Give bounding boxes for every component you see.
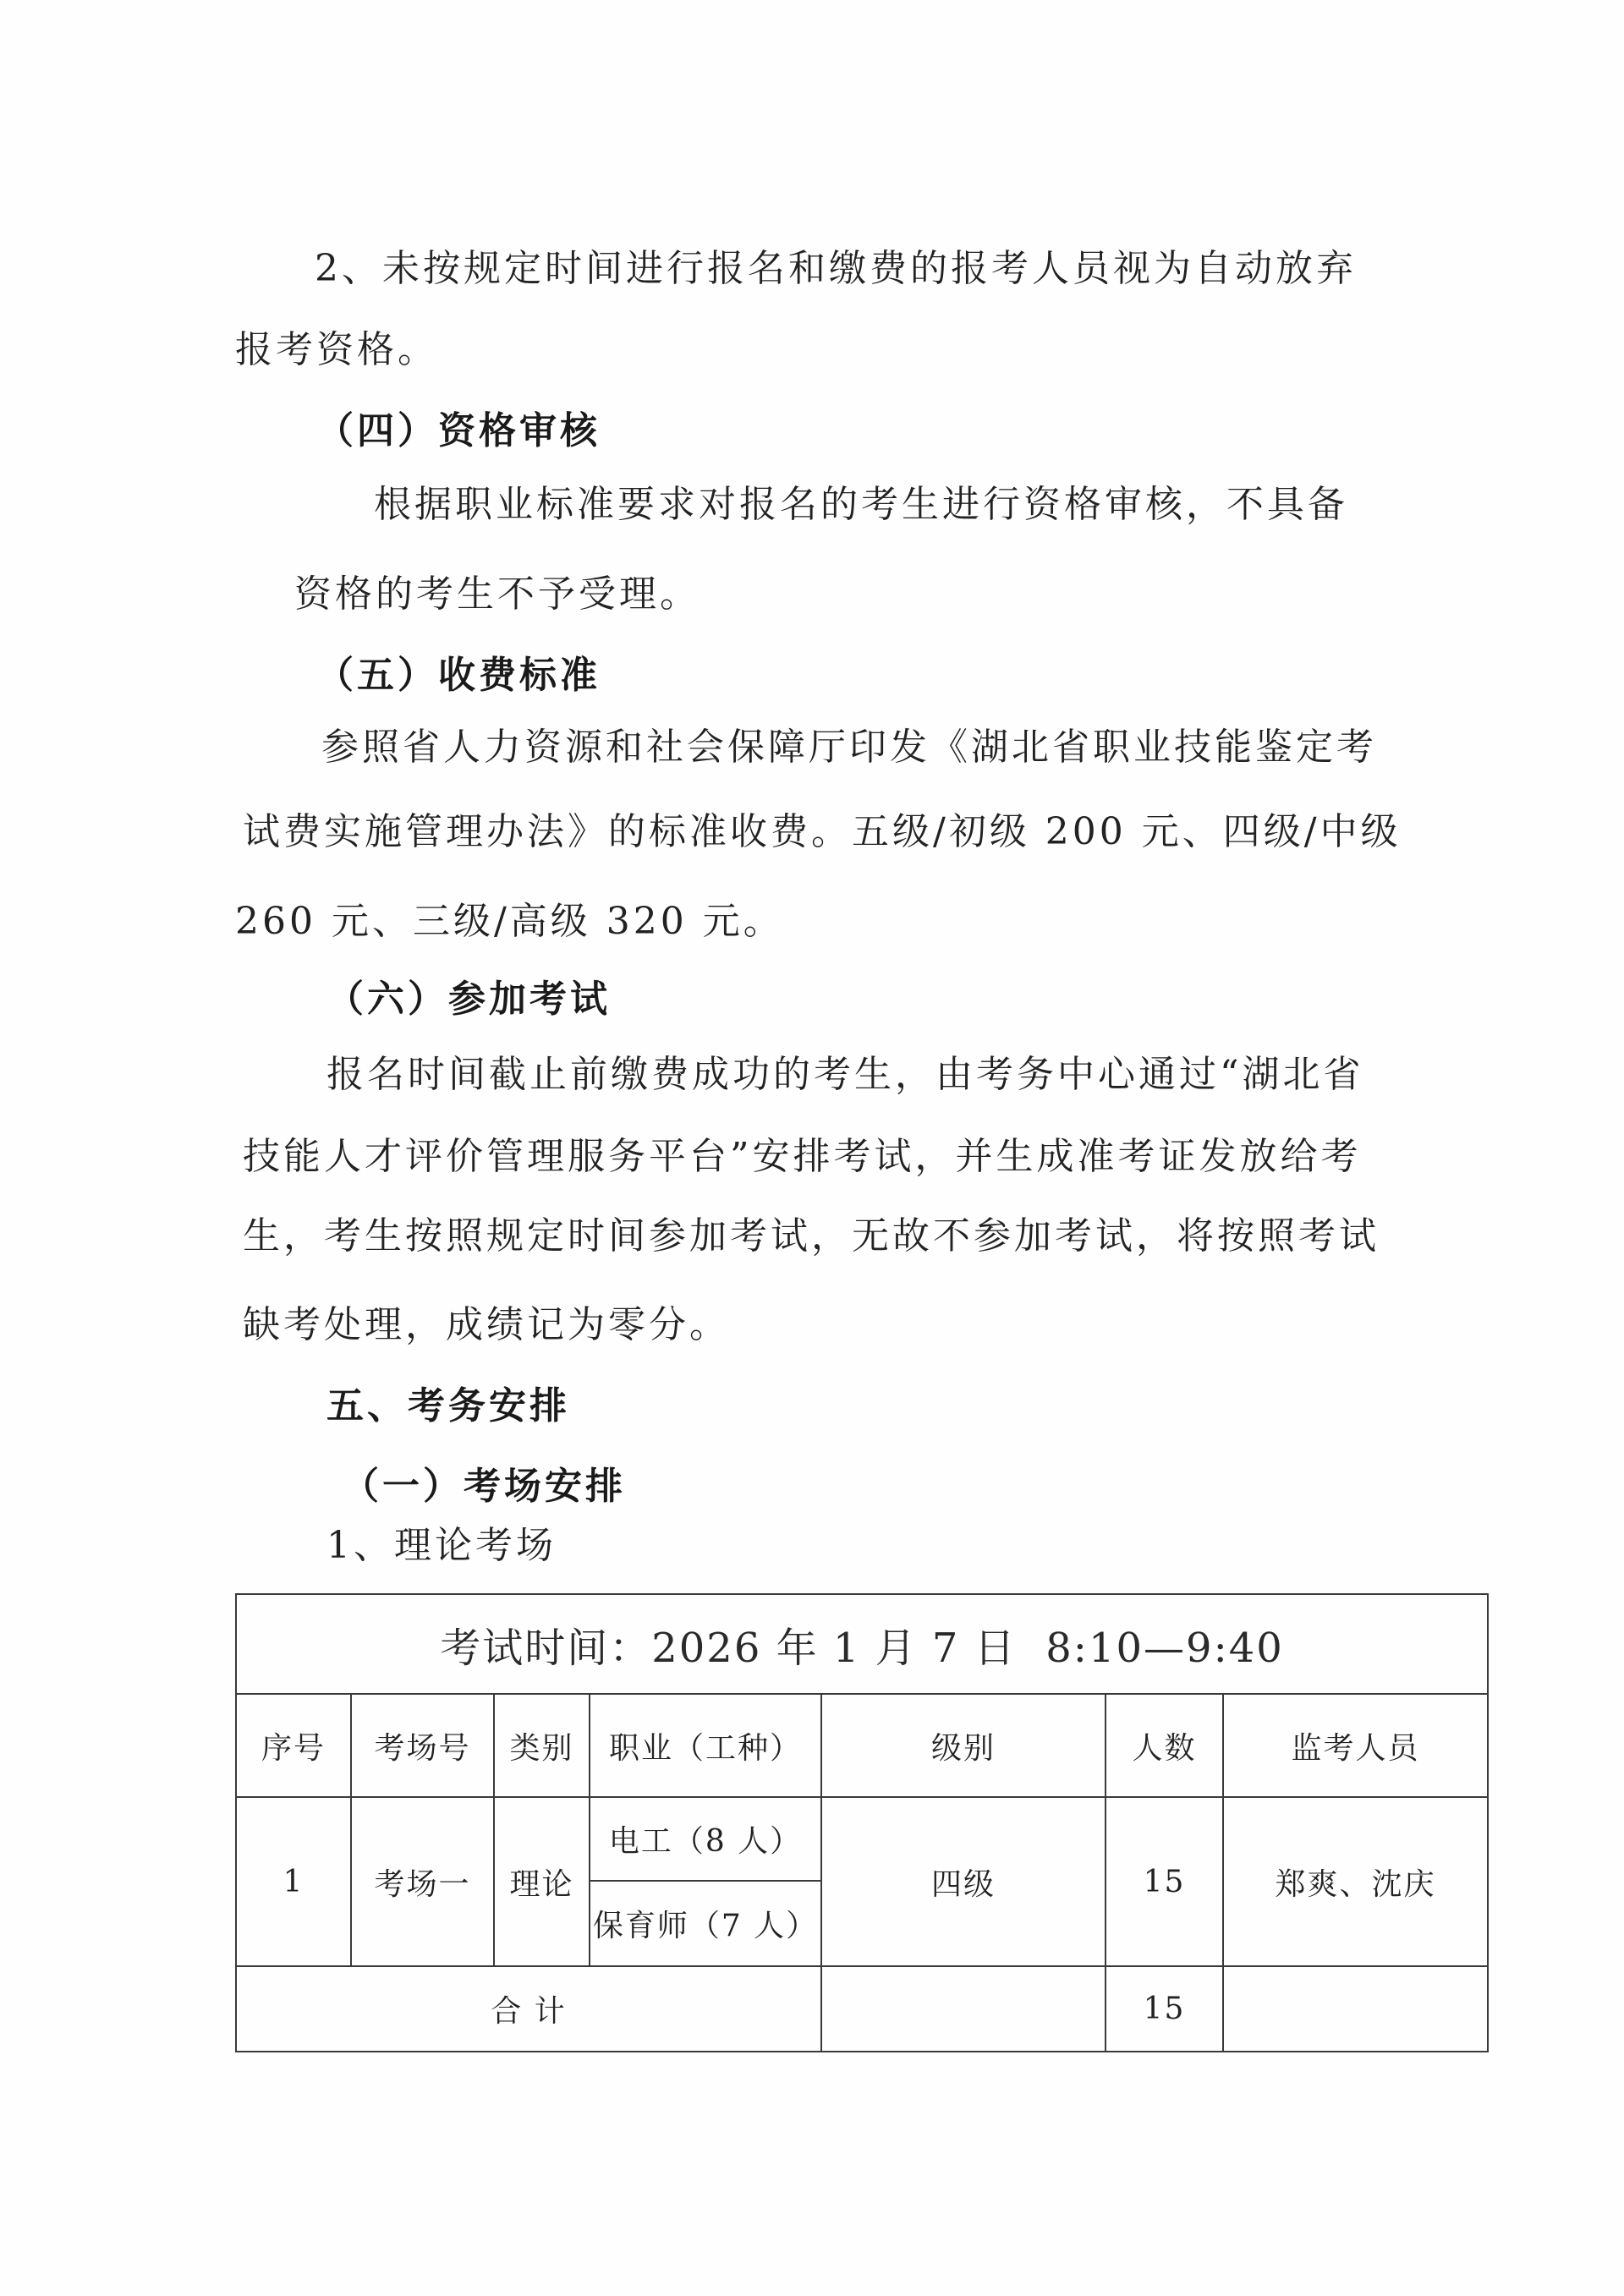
table-header-row <box>236 1694 1488 1797</box>
exam-room-table <box>235 1593 1489 2052</box>
section-4-text-line1: 根据职业标准要求对报名的考生进行资格审核，不具备 <box>374 483 1348 526</box>
row-room: 考场一 <box>351 1797 494 1966</box>
section-5-text-line1: 参照省人力资源和社会保障厅印发《湖北省职业技能鉴定考 <box>321 726 1377 769</box>
total-invigilators-empty <box>1223 1966 1488 2052</box>
total-label: 合 计 <box>236 1966 821 2052</box>
total-level-empty <box>821 1966 1106 2052</box>
item2-line2: 报考资格。 <box>235 328 438 371</box>
row-count: 15 <box>1106 1797 1223 1966</box>
row-level: 四级 <box>821 1797 1106 1966</box>
header-level: 级别 <box>821 1694 1106 1797</box>
section-4-heading: （四）资格审核 <box>316 409 601 452</box>
section-6-text-line3: 生，考生按照规定时间参加考试，无故不参加考试，将按照考试 <box>243 1214 1380 1258</box>
section-6-text-line1: 报名时间截止前缴费成功的考生，由考务中心通过“湖北省 <box>326 1053 1364 1096</box>
section-5-heading: （五）收费标准 <box>316 654 601 697</box>
exam-time-title: 考试时间：2026 年 1 月 7 日 8:10—9:40 <box>236 1594 1488 1694</box>
header-type: 类别 <box>494 1694 590 1797</box>
section-6-heading: （六）参加考试 <box>326 978 611 1021</box>
header-no: 序号 <box>236 1694 351 1797</box>
row-occupation-childcare: 保育师（7 人） <box>590 1881 821 1966</box>
section-5-text-line3: 260 元、三级/高级 320 元。 <box>235 900 784 943</box>
part-5-heading: 五、考务安排 <box>326 1384 570 1427</box>
theory-exam-room-heading: 1、理论考场 <box>326 1524 557 1567</box>
section-4-text-line2: 资格的考生不予受理。 <box>294 573 700 616</box>
section-6-text-line4: 缺考处理，成绩记为零分。 <box>243 1303 730 1346</box>
table-total-row <box>236 1966 1488 2052</box>
subsection-1-heading: （一）考场安排 <box>342 1465 626 1508</box>
table-row <box>236 1797 1488 1881</box>
header-count: 人数 <box>1106 1694 1223 1797</box>
header-occupation: 职业（工种） <box>590 1694 821 1797</box>
row-type: 理论 <box>494 1797 590 1966</box>
row-invigilators: 郑爽、沈庆 <box>1223 1797 1488 1966</box>
item2-line1: 2、未按规定时间进行报名和缴费的报考人员视为自动放弃 <box>315 247 1357 290</box>
table-title-row <box>236 1594 1488 1694</box>
section-5-text-line2: 试费实施管理办法》的标准收费。五级/初级 200 元、四级/中级 <box>243 810 1402 853</box>
row-occupation-electrician: 电工（8 人） <box>590 1797 821 1881</box>
header-invigilators: 监考人员 <box>1223 1694 1488 1797</box>
total-count: 15 <box>1106 1966 1223 2052</box>
header-room: 考场号 <box>351 1694 494 1797</box>
row-no: 1 <box>236 1797 351 1966</box>
section-6-text-line2: 技能人才评价管理服务平台”安排考试，并生成准考证发放给考 <box>243 1135 1362 1178</box>
